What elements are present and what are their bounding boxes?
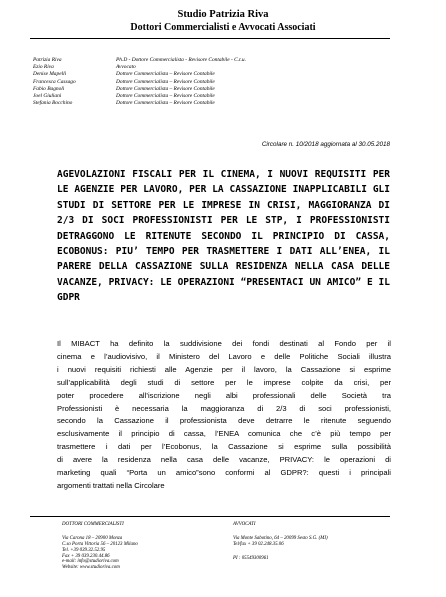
person-row bbox=[33, 64, 373, 71]
address-line: C.so Porta Vittoria 56 – 20123 Milano bbox=[62, 541, 138, 547]
body-line: poter procedere all’iscrizione negli albi professionali delle Società tra bbox=[57, 390, 391, 400]
person-role: Dottore Commercialista – Revisore Contabile bbox=[116, 100, 215, 107]
person-name: Ezio Riva bbox=[33, 64, 54, 71]
circular-headline: AGEVOLAZIONI FISCALI PER IL CINEMA, I NUOVI REQUISITI PER LE AGENZIE PER LAVORO, PER LA CASSAZIONE INAPPLICABILI GLI STUDI DI SETTORE PER LE IMPRESE IN CRISI, MAGGIORANZA DI 2/3 DI SOCI PROFESSIONISTI PER LE STP, I PROFESSIONISTI DETRAGGONO LE RITENUTE SECONDO IL PRINCIPIO DI CASSA, ECOBONUS: PIU’ TEMPO PER TRASMETTERE I DATI ALL’ENEA, IL PARERE DELLA CASSAZIONE SULLA RESIDENZA NELLA CASA DELLE VACANZE, PRIVACY: LE OPERAZIONI “PRESENTACI UN AMICO” E IL GDPR bbox=[57, 169, 390, 304]
circular-reference: Circolare n. 10/2018 aggiornata al 30.05.2018 bbox=[261, 141, 390, 148]
body-line: argomenti trattati nella Circolare bbox=[57, 480, 165, 490]
body-line: i nuovi requisiti richiesti alle Agenzie per il lavoro, la Cassazione si esprime bbox=[57, 364, 391, 374]
person-row bbox=[33, 93, 373, 100]
person-name: Francesca Cassago bbox=[33, 78, 76, 85]
person-role: Avvocato bbox=[116, 64, 136, 71]
person-role: Ph.D - Dottore Commercialista - Revisore Contabile - C.t.u. bbox=[116, 57, 246, 63]
person-row bbox=[33, 100, 373, 107]
address-line: Via Carona 18 – 20900 Monza bbox=[62, 535, 123, 541]
people-list bbox=[33, 57, 373, 107]
person-name: Stefania Bocchino bbox=[33, 100, 73, 107]
body-line: Il MIBACT ha definito la suddivisione dei fondi destinati al Fondo per il bbox=[57, 339, 391, 348]
person-name: Patrizia Riva bbox=[33, 57, 62, 63]
body-paragraph bbox=[57, 338, 391, 493]
body-line: esclusivamente il principio di cassa, l’ENEA comunica che c’è più tempo per bbox=[57, 429, 391, 439]
firm-subtitle: Dottori Commercialisti e Avvocati Associati bbox=[130, 22, 316, 33]
person-role: Dottore Commercialista – Revisore Contabile bbox=[116, 92, 215, 99]
footer-divider bbox=[30, 516, 390, 517]
email-link[interactable]: e-mail: info@studioriva.com bbox=[62, 559, 119, 565]
footer-left-heading: DOTTORI COMMERCIALISTI bbox=[62, 522, 124, 527]
firm-name: Studio Patrizia Riva bbox=[177, 9, 269, 20]
person-row bbox=[33, 57, 373, 64]
body-line: Professionisti è necessaria la maggioranza di 2/3 di soci professionisti, bbox=[57, 403, 391, 413]
header-divider bbox=[30, 38, 390, 39]
footer-left bbox=[62, 522, 212, 571]
person-row bbox=[33, 71, 373, 78]
person-role: Dottore Commercialista – Revisore Contabile bbox=[116, 85, 215, 92]
person-name: Denise Mapelli bbox=[33, 71, 67, 78]
person-name: Joel Giuliani bbox=[33, 92, 62, 99]
body-line: di avere la residenza nella casa delle vacanze, PRIVACY: le operazioni di bbox=[57, 455, 391, 465]
body-line: sull’applicabilità degli studi di settore per le imprese colpite da crisi, per bbox=[57, 377, 391, 387]
footer-right bbox=[233, 522, 403, 562]
person-role: Dottore Commercialista – Revisore Contabile bbox=[116, 71, 215, 78]
person-row bbox=[33, 86, 373, 93]
person-role: Dottore Commercialista – Revisore Contabile bbox=[116, 78, 215, 85]
person-name: Fabio Bagnoli bbox=[33, 85, 65, 92]
website-link[interactable]: Website: www.studioriva.com bbox=[62, 565, 120, 571]
fax-line: Fax + 39 039.230.44.86 bbox=[62, 553, 110, 559]
vat-line: PI : 05549300961 bbox=[233, 555, 269, 561]
body-line: trasmettere i dati per l’Ecobonus, la Cassazione si esprime sulla possibilità bbox=[57, 442, 391, 452]
body-line: cinema e l’audiovisivo, il Ministero del Lavoro e delle Politiche Sociali illustra bbox=[57, 351, 391, 361]
person-row bbox=[33, 79, 373, 86]
body-line: secondo la Cassazione il professionista deve detrarre le ritenute seguendo bbox=[57, 416, 391, 426]
phone-line: Tel. +39 039.32.52.95 bbox=[62, 547, 106, 553]
footer-right-heading: AVVOCATI bbox=[233, 522, 256, 527]
address-line: Via Monte Sabotino, 64 – 20099 Sesto S.G. (MI) bbox=[233, 535, 328, 541]
phone-line: Tel/fax + 39 02.248.35.06 bbox=[233, 541, 284, 547]
body-line: marketing quali “Porta un amico”sono conformi al GDPR?: questi i principali bbox=[57, 468, 391, 478]
